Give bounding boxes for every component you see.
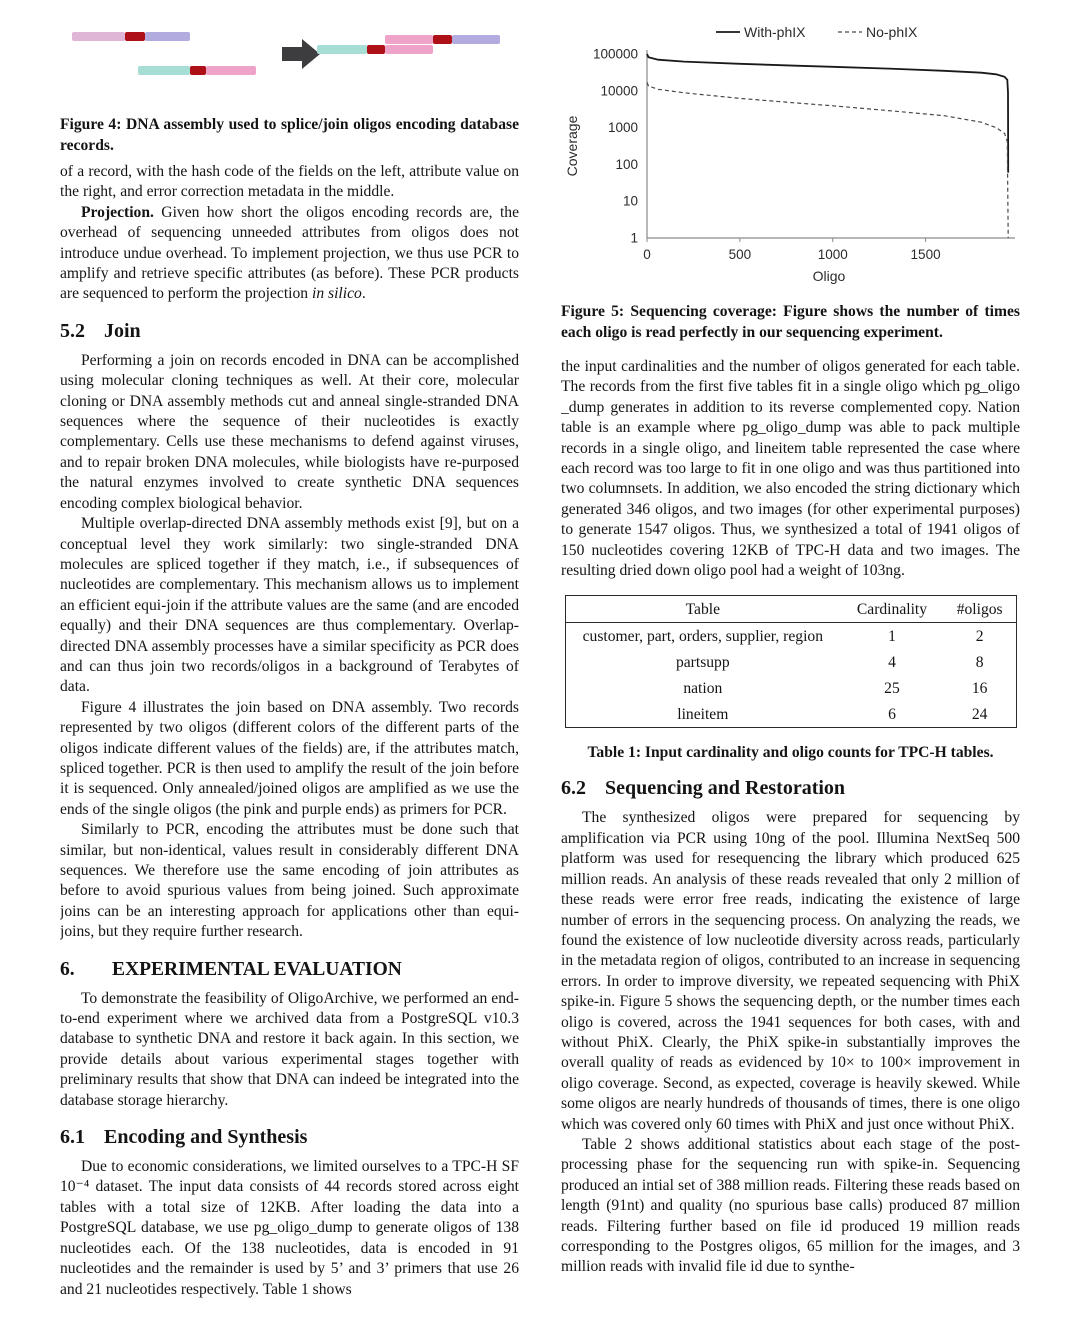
paragraph: of a record, with the hash code of the fields on the left, attribute value on the right, and error correction metadata in the middle. — [60, 163, 519, 201]
y-tick-label: 10000 — [600, 83, 638, 99]
oligo-segment-pink — [72, 32, 125, 41]
table1-header-oligos: #oligos — [956, 600, 1003, 618]
series-line-No-phIX — [647, 82, 1008, 238]
left-column — [60, 16, 519, 1342]
section-heading-6-1: 6.1 Encoding and Synthesis — [60, 1126, 308, 1149]
paragraph: Figure 4 illustrates the join based on DNA assembly. Two records represented by two oligos (different colors of the different parts of the oligos indicate different values of the fields) are, if the attributes match, spliced together. PCR is then used to amplify the result of the join before it is sequenced. Only annealed/joined oligos are amplified as we use the ends of the single oligos (the pink and purple ends) as primers for PCR. — [60, 698, 519, 818]
x-tick-label: 1000 — [817, 247, 848, 262]
table-cell: 16 — [971, 679, 988, 697]
table-row — [565, 649, 1016, 675]
x-tick-label: 1500 — [910, 247, 941, 262]
section-heading-6: 6. EXPERIMENTAL EVALUATION — [60, 958, 402, 980]
x-axis-label: Oligo — [812, 268, 846, 284]
oligo-segment-cyan — [138, 66, 190, 75]
paragraph: Projection. Given how short the oligos encoding records are, the overhead of sequencing unneeded attributes from oligos does not introduce undue overhead. To implement projection, we thus use PCR to amplify and retrieve specific attributes (as before). These PCR products are sequenced to perform the projection in silico. — [60, 203, 519, 303]
y-tick-label: 1000 — [607, 120, 638, 136]
figure4-dna-assembly-diagram — [60, 22, 519, 104]
paragraph: the input cardinalities and the number of oligos generated for each table. The records from the first five tables fit in a single oligo which pg_oligo _dump generates in addition to its reverse complemented copy. Nation table is an example where pg_oligo_dump was able to pack multiple records in a single oligo, and lineitem table represented the case where each record was too large to fit in one oligo and was thus partitioned into two columnsets. In addition, we also encoded the string dictionary which generated 346 oligos, and two images (for other experimental purposes) to generate 1547 oligos. Thus, we synthesized a total of 1941 oligos of 150 nucleotides covering 12KB of TPC-H data and two images. The resulting dried down oligo pool had a weight of 103ng. — [561, 358, 1020, 580]
oligo-segment-pink — [385, 35, 433, 44]
oligo-segment-pink — [206, 66, 256, 75]
figure5-chart — [561, 18, 1020, 291]
y-axis-label: Coverage — [564, 115, 580, 177]
table1-body — [565, 623, 1016, 728]
table-cell: 4 — [888, 653, 896, 671]
paragraph: Table 2 shows additional statistics about each stage of the post-processing phase for the sequencing run with spike-in. Sequencing produced an intial set of 388 million reads. Filtering these reads based on length (91nt) and quality (no spurious base calls) produced 87 million reads. Filtering further based on file id produced 19 million reads corresponding to the Postgres oligos, 65 million for the images, and 3 million reads with invalid file id due to synthe- — [561, 1135, 1020, 1276]
table1-header-table: Table — [685, 600, 721, 618]
paragraph: To demonstrate the feasibility of OligoArchive, we performed an end-to-end experiment where we archived data from a PostgreSQL v10.3 database to synthetic DNA and restore it back again. In this section, we provide details about various experimental stages together with preliminary results that show that DNA can indeed be integrated into the database storage hierarchy. — [60, 989, 519, 1109]
y-tick-label: 100 — [615, 156, 638, 172]
section-heading-5-2: 5.2 Join — [60, 319, 141, 342]
y-tick-label: 1 — [630, 230, 638, 246]
oligo-segment-pink — [385, 45, 433, 54]
series-line-With-phIX — [647, 54, 1008, 173]
y-tick-label: 10 — [622, 193, 638, 209]
table1-caption: Table 1: Input cardinality and oligo counts for TPC-H tables. — [587, 744, 994, 762]
paragraph: Similarly to PCR, encoding the attributes must be done such that similar, but non-identical, values result in considerably different DNA sequences. We therefore use the same encoding of join attributes as before to avoid spurious values from being joined. Such approximate joins can be an interesting approach for applications other than equi-joins, but they require further research. — [60, 821, 519, 941]
x-tick-label: 0 — [643, 247, 651, 262]
right-column — [561, 16, 1020, 1342]
oligo-segment-cyan — [317, 45, 367, 54]
paragraph: The synthesized oligos were prepared for sequencing by amplification via PCR using 10ng of the pool. Illumina NextSeq 500 platform was used for resequencing the library which produced 625 million reads. An analysis of these reads revealed that only 2 million of these reads were error free reads, indicating the existence of large number of errors in the sequencing process. On analyzing the reads, we found the existence of low nucleotide diversity across reads, particularly in the metadata region of oligos, contributed to an increase in sequencing errors. In order to improve diversity, we repeated sequencing with PhiX spike-in. Figure 5 shows the sequencing depth, or the number times each oligo is covered, across the 1941 sequences for both cases, with and without PhiX. Clearly, the PhiX spike-in substantially improves the overall quality of reads as evidenced by 10× to 100× improvement in oligo coverage. Second, as expected, coverage is heavily skewed. While some oligos are nearly hundreds of thousands of times, there is one oligo which was covered only 60 times with PhiX and just once without PhiX. — [561, 809, 1020, 1133]
paragraph: Due to economic considerations, we limited ourselves to a TPC-H SF 10⁻⁴ dataset. The input data consists of 44 records stored across eight tables with a total size of 12KB. After loading the data into a PostgreSQL database, we use pg_oligo_dump to generate oligos of 138 nucleotides each. Of the 138 nucleotides, data is encoded in 91 nucleotides and the remainder is used by 5’ and 3’ primers that use 26 and 21 nucleotides respectively. Table 1 shows — [60, 1158, 519, 1298]
table-cell: 2 — [975, 627, 984, 645]
table-cell: 24 — [971, 705, 988, 723]
figure4-caption: Figure 4: DNA assembly used to splice/join oligos encoding database records. — [60, 116, 519, 154]
oligo-segment-lavender — [145, 32, 190, 41]
oligo-segment-darkred — [125, 32, 145, 41]
oligo-segment-darkred — [367, 45, 385, 54]
table-cell: 25 — [884, 679, 900, 697]
figure5-caption: Figure 5: Sequencing coverage: Figure shows the number of times each oligo is read perfectly in our sequencing experiment. — [561, 303, 1020, 341]
table1 — [565, 595, 1017, 728]
table1-header-cardinality: Cardinality — [856, 600, 928, 618]
arrow-icon — [282, 36, 322, 72]
legend-label-With-phIX: With-phIX — [744, 24, 806, 40]
table1-header-row — [565, 596, 1016, 623]
table-row — [565, 623, 1016, 650]
paragraph: Multiple overlap-directed DNA assembly methods exist [9], but on a conceptual level they work similarly: two single-stranded DNA molecules are spliced together if they match, i.e., if subsequences of nucleotides are complementary. This mechanism allows us to implement an efficient equi-join if the attribute values are the same (and are encoded equally) and their DNA sequences are thus complementary. Overlap-directed DNA assembly processes have a similar specificity as PCR does and can thus join two records/oligos in a background of Terabytes of data. — [60, 515, 519, 696]
table-cell: partsupp — [675, 653, 730, 671]
y-tick-label: 100000 — [592, 46, 638, 62]
table-cell: nation — [683, 679, 723, 697]
oligo-segment-darkred — [190, 66, 206, 75]
table-cell: lineitem — [677, 705, 729, 723]
table-row — [565, 701, 1016, 728]
table-cell: 1 — [888, 627, 896, 645]
oligo-segment-darkred — [433, 35, 452, 44]
table-cell: 8 — [975, 653, 984, 671]
paragraph: Performing a join on records encoded in DNA can be accomplished using molecular cloning techniques as well. At their core, molecular cloning or DNA assembly methods cut and anneal single-stranded DNA sequences where the sequence of their nucleotides is exactly complementary. Cells use these mechanisms to defend against viruses, and to repair broken DNA molecules, while biologists have re-purposed the natural enzymes involved to create synthetic DNA sequences encoding complex biological behavior. — [60, 351, 519, 512]
projection-lead: Projection. — [81, 203, 154, 221]
table-row — [565, 675, 1016, 701]
legend-label-No-phIX: No-phIX — [866, 24, 918, 40]
table-cell: 6 — [888, 705, 896, 723]
table-cell: customer, part, orders, supplier, region — [582, 627, 823, 645]
x-tick-label: 500 — [728, 247, 752, 262]
section-heading-6-2: 6.2 Sequencing and Restoration — [561, 777, 846, 800]
oligo-segment-lavender — [452, 35, 500, 44]
figure5-chart-svg — [561, 18, 1020, 286]
